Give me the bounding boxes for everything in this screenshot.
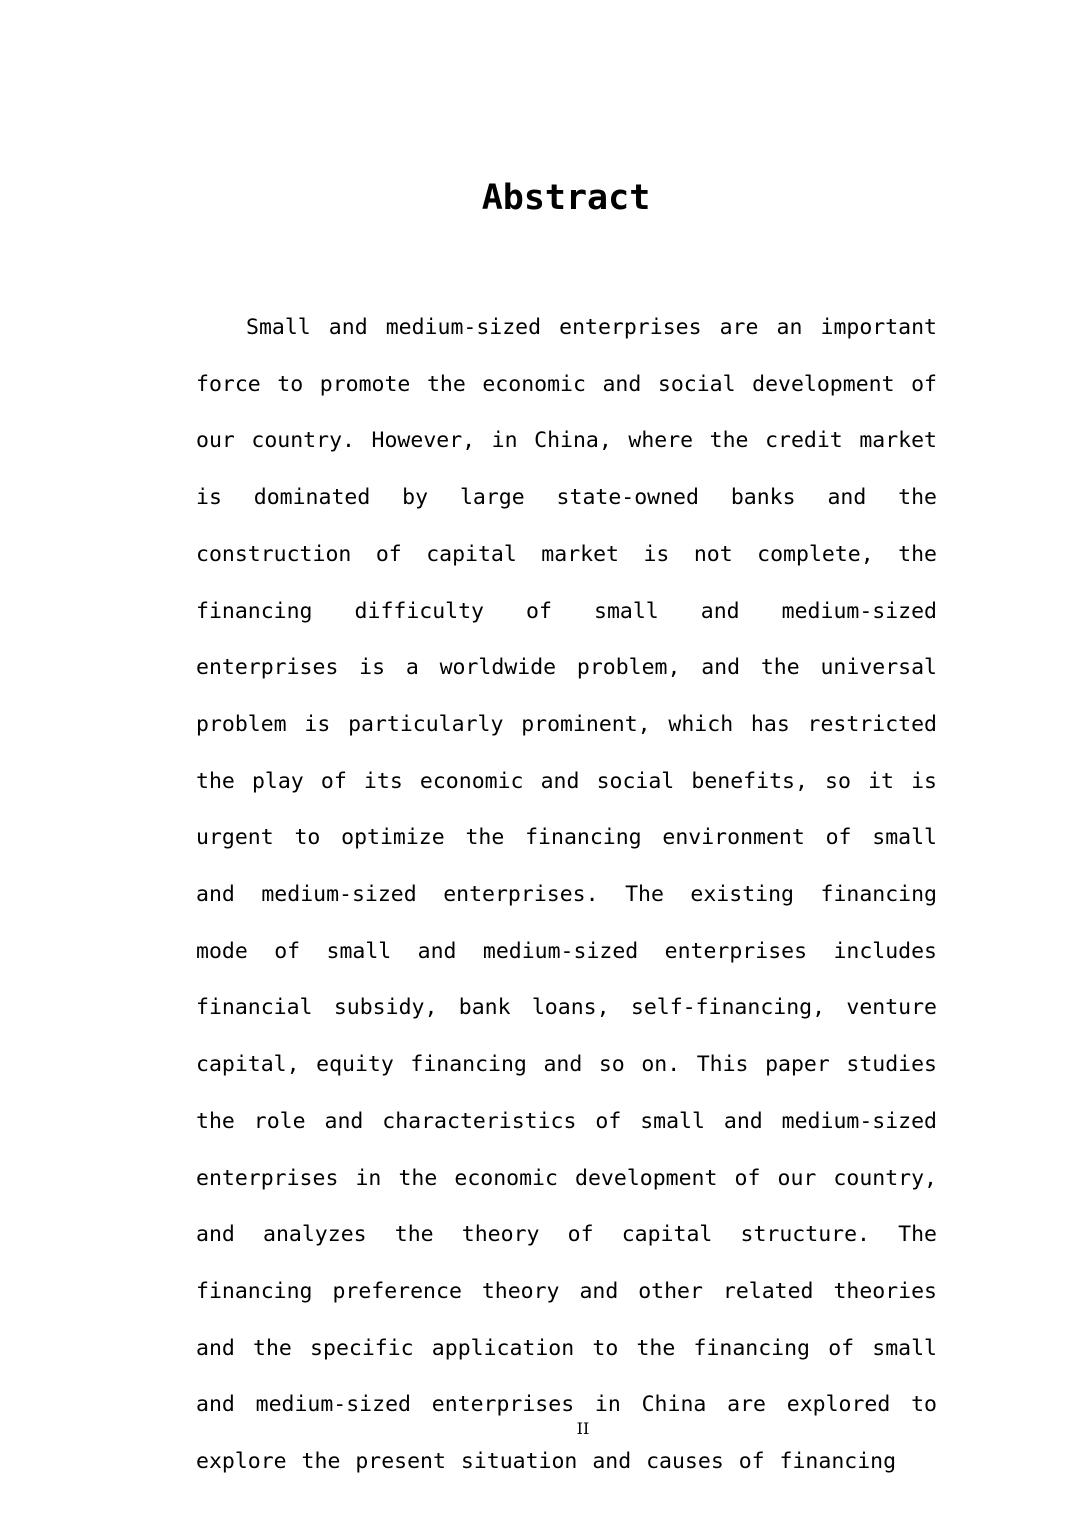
page-title: Abstract — [481, 178, 651, 218]
abstract-paragraph: Small and medium-sized enterprises are an important force to promote the economic and social development of our country. However, in China, where the credit market is dominated by large state-owned banks and the construction of capital market is not complete, the financing difficulty of small and medium-sized enterprises is a worldwide problem, and the universal problem is particularly prominent, which has restricted the play of its economic and social benefits, so it is urgent to optimize the financing environment of small and medium-sized enterprises. The existing financing mode of small and medium-sized enterprises includes financial subsidy, bank loans, self-financing, venture capital, equity financing and so on. This paper studies the role and characteristics of small and medium-sized enterprises in the economic development of our country, and analyzes the theory of capital structure. The financing preference theory and other related theories and the specific application to the financing of small and medium-sized enterprises in China are explored to explore the present situation and causes of financing — [196, 315, 937, 1475]
page-number: II — [576, 1419, 590, 1438]
